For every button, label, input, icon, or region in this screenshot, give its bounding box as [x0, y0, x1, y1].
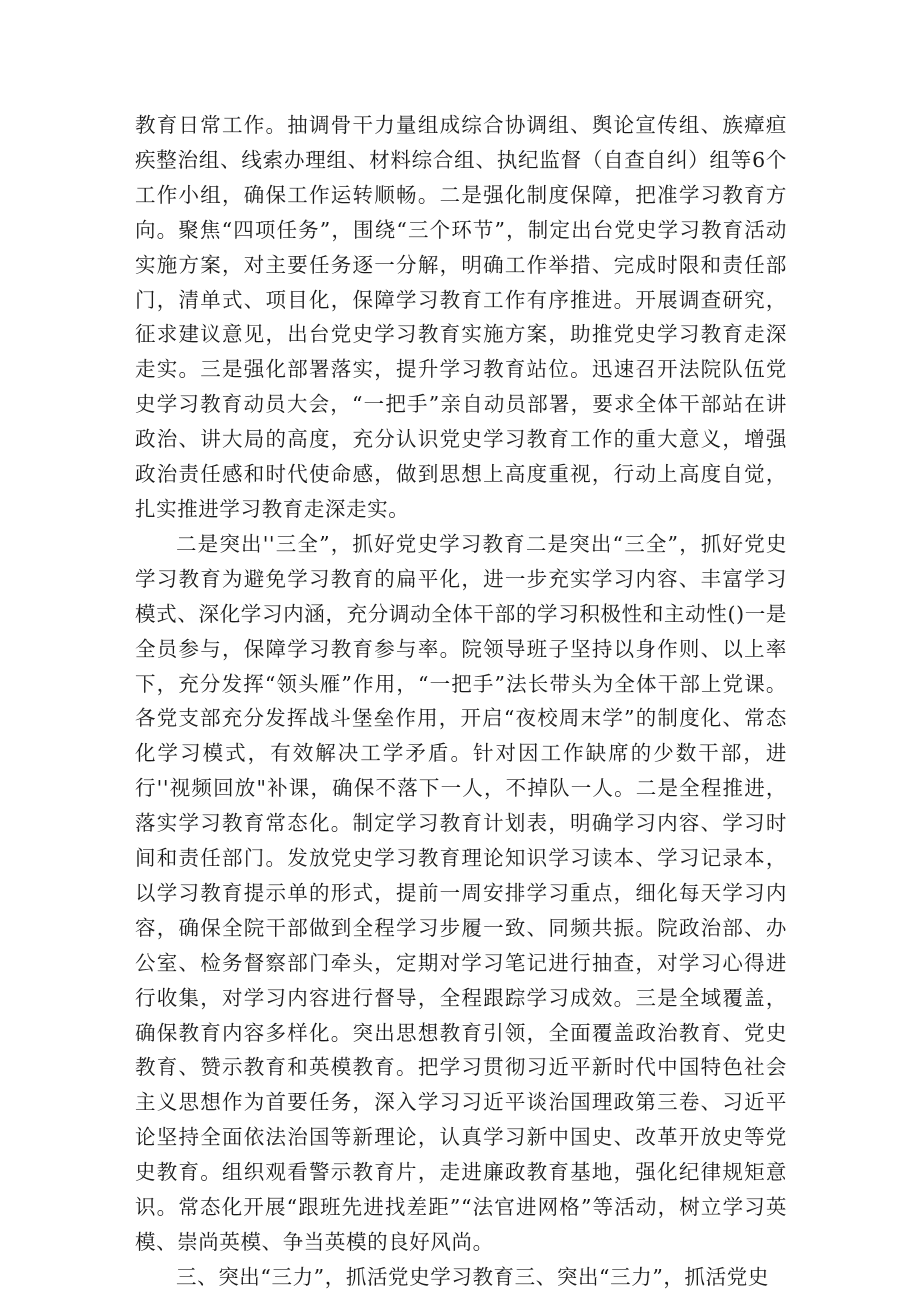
document-body	[135, 108, 787, 1295]
paragraph-1: 教育日常工作。抽调骨干力量组成综合协调组、舆论宣传组、族瘴疸疾整治组、线索办理组、材料综合组、执纪监督（自查自纠）组等6个工作小组，确保工作运转顺畅。二是强化制度保障，把准学习教育方向。聚焦“四项任务”，围绕“三个环节”，制定出台党史学习教育活动实施方案，对主要任务逐一分解，明确工作举措、完成时限和责任部门，清单式、项目化，保障学习教育工作有序推进。开展调查研究，征求建议意见，出台党史学习教育实施方案，助推党史学习教育走深走实。三是强化部署落实，提升学习教育站位。迅速召开法院队伍党史学习教育动员大会，“一把手”亲自动员部署，要求全体干部站在讲政治、讲大局的高度，充分认识党史学习教育工作的重大意义，增强政治责任感和时代使命感，做到思想上高度重视，行动上高度自觉，扎实推进学习教育走深走实。	[135, 113, 787, 521]
paragraph-3: 三、突出“三力”，抓活党史学习教育三、突出“三力”，抓活党史	[176, 1264, 769, 1289]
paragraph-2: 二是突出''三全”，抓好党史学习教育二是突出“三全”，抓好党史学习教育为避免学习教育的扁平化，进一步充实学习内容、丰富学习模式、深化学习内涵，充分调动全体干部的学习积极性和主动性()一是全员参与，保障学习教育参与率。院领导班子坚持以身作则、以上率下，充分发挥“领头雁”作用，“一把手”法长带头为全体干部上党课。各党支部充分发挥战斗堡垒作用，开启“夜校周末学”的制度化、常态化学习模式，有效解决工学矛盾。针对因工作缺席的少数干部，进行''视频回放"补课，确保不落下一人，不掉队一人。二是全程推进，落实学习教育常态化。制定学习教育计划表，明确学习内容、学习时间和责任部门。发放党史学习教育理论知识学习读本、学习记录本，以学习教育提示单的形式，提前一周安排学习重点，细化每天学习内容，确保全院干部做到全程学习步履一致、同频共振。院政治部、办公室、检务督察部门牵头，定期对学习笔记进行抽查，对学习心得进行收集，对学习内容进行督导，全程跟踪学习成效。三是全域覆盖，确保教育内容多样化。突出思想教育引领，全面覆盖政治教育、党史教育、赞示教育和英模教育。把学习贯彻习近平新时代中国特色社会主义思想作为首要任务，深入学习习近平谈治国理政第三卷、习近平论坚持全面依法治国等新理论，认真学习新中国史、改革开放史等党史教育。组织观看警示教育片，走进廉政教育基地，强化纪律规矩意识。常态化开展“跟班先进找差距”“法官进网格”等活动，树立学习英模、崇尚英模、争当英模的良好风尚。	[135, 531, 787, 1254]
